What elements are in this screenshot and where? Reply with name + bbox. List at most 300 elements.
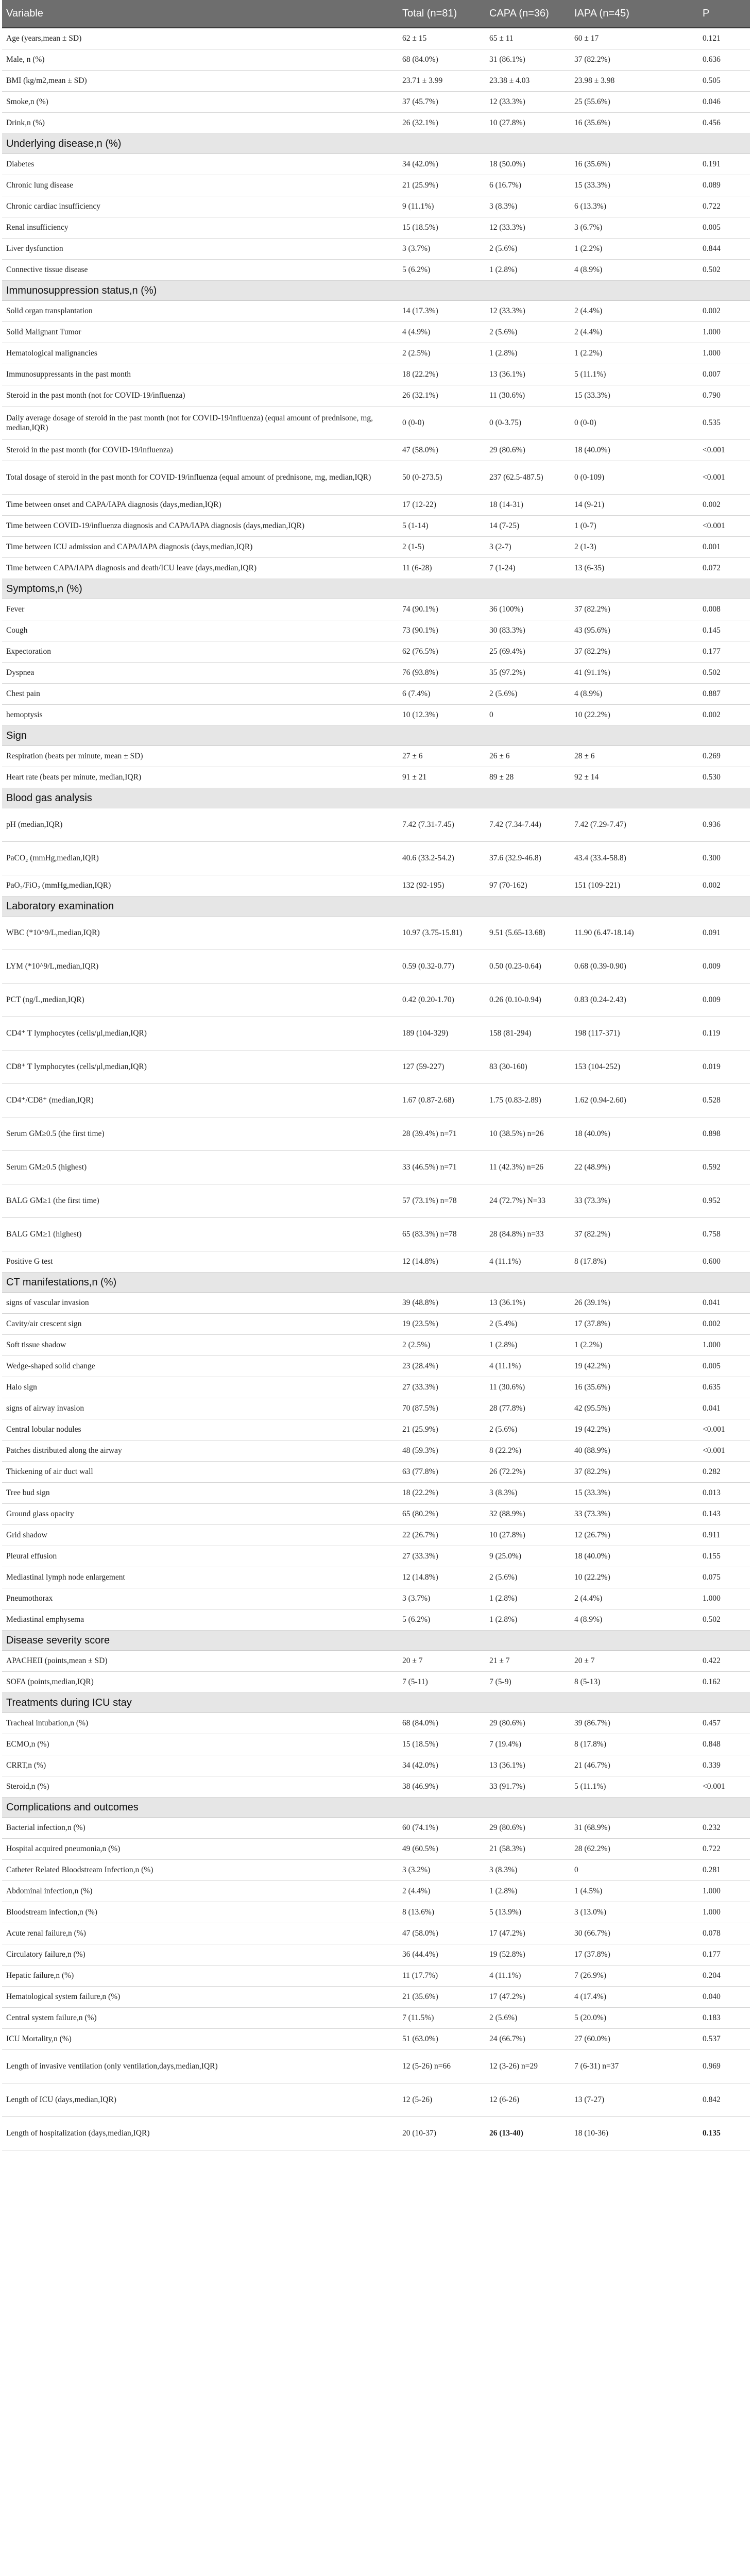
iapa-cell: 12 (26.7%) xyxy=(574,1531,610,1540)
iapa-cell: 37 (82.2%) xyxy=(574,647,610,656)
p-value-cell: 0.119 xyxy=(703,1029,721,1038)
iapa-cell: 19 (42.2%) xyxy=(574,1425,610,1434)
capa-cell: 24 (72.7%) N=33 xyxy=(489,1196,546,1206)
total-cell: 63 (77.8%) xyxy=(402,1467,438,1477)
table-row xyxy=(2,950,750,984)
total-cell: 12 (5-26) xyxy=(402,2095,433,2105)
section-label: Underlying disease,n (%) xyxy=(6,138,122,149)
section-label: Laboratory examination xyxy=(6,900,114,912)
p-value-cell: 0.009 xyxy=(703,995,721,1005)
variable-cell: pH (median,IQR) xyxy=(6,820,63,829)
variable-cell: Ground glass opacity xyxy=(6,1510,74,1519)
header-total: Total (n=81) xyxy=(402,7,457,19)
variable-cell: ECMO,n (%) xyxy=(6,1740,49,1749)
table-row xyxy=(2,260,750,281)
variable-cell: Steroid,n (%) xyxy=(6,1782,49,1791)
table-row xyxy=(2,842,750,875)
capa-cell: 11 (30.6%) xyxy=(489,1383,525,1392)
variable-cell: Central system failure,n (%) xyxy=(6,2013,97,2023)
p-value-cell: 0.162 xyxy=(703,1677,721,1687)
table-row xyxy=(2,113,750,134)
p-value-cell: 0.072 xyxy=(703,564,721,573)
variable-cell: Fever xyxy=(6,605,25,614)
iapa-cell: 4 (8.9%) xyxy=(574,265,603,275)
total-cell: 36 (44.4%) xyxy=(402,1950,438,1959)
table-row xyxy=(2,808,750,842)
p-value-cell: 0.339 xyxy=(703,1761,721,1770)
table-row xyxy=(2,1839,750,1860)
total-cell: 70 (87.5%) xyxy=(402,1404,438,1413)
p-value-cell: 0.722 xyxy=(703,1844,721,1854)
variable-cell: PCT (ng/L,median,IQR) xyxy=(6,995,84,1005)
variable-cell: SOFA (points,median,IQR) xyxy=(6,1677,94,1687)
variable-cell: Pneumothorax xyxy=(6,1594,53,1603)
iapa-cell: 37 (82.2%) xyxy=(574,605,610,614)
total-cell: 2 (1-5) xyxy=(402,543,424,552)
p-value-cell: 0.790 xyxy=(703,391,721,400)
capa-cell: 10 (27.8%) xyxy=(489,1531,525,1540)
table-row xyxy=(2,537,750,558)
section-header xyxy=(2,788,750,808)
capa-cell: 3 (8.3%) xyxy=(489,1488,518,1498)
iapa-cell: 2 (4.4%) xyxy=(574,307,603,316)
table-row xyxy=(2,28,750,49)
capa-cell: 7 (19.4%) xyxy=(489,1740,521,1749)
table-row xyxy=(2,1335,750,1356)
variable-cell: Expectoration xyxy=(6,647,51,656)
iapa-cell: 14 (9-21) xyxy=(574,500,605,510)
capa-cell: 6 (16.7%) xyxy=(489,181,521,190)
table-row xyxy=(2,1881,750,1902)
table-row xyxy=(2,1117,750,1151)
capa-cell: 2 (5.6%) xyxy=(489,328,518,337)
p-value-cell: 0.898 xyxy=(703,1129,721,1139)
p-value-cell: 0.155 xyxy=(703,1552,721,1561)
table-row xyxy=(2,1588,750,1609)
iapa-cell: 16 (35.6%) xyxy=(574,160,610,169)
capa-cell: 13 (36.1%) xyxy=(489,1761,525,1770)
capa-cell: 158 (81-294) xyxy=(489,1029,532,1038)
capa-cell: 3 (2-7) xyxy=(489,543,511,552)
total-cell: 26 (32.1%) xyxy=(402,391,438,400)
total-cell: 2 (2.5%) xyxy=(402,349,431,358)
total-cell: 1.67 (0.87-2.68) xyxy=(402,1096,454,1105)
variable-cell: signs of vascular invasion xyxy=(6,1298,89,1308)
iapa-cell: 37 (82.2%) xyxy=(574,55,610,64)
p-value-cell: 1.000 xyxy=(703,1341,721,1350)
iapa-cell: 17 (37.8%) xyxy=(574,1319,610,1329)
p-value-cell: 0.505 xyxy=(703,76,721,86)
total-cell: 5 (6.2%) xyxy=(402,265,431,275)
p-value-cell: 0.969 xyxy=(703,2062,721,2071)
section-header xyxy=(2,1631,750,1651)
variable-cell: Drink,n (%) xyxy=(6,118,45,128)
variable-cell: Solid organ transplantation xyxy=(6,307,93,316)
variable-cell: Liver dysfunction xyxy=(6,244,63,253)
capa-cell: 18 (50.0%) xyxy=(489,160,525,169)
p-value-cell: <0.001 xyxy=(703,1425,725,1434)
p-value-cell: 0.135 xyxy=(703,2129,721,2138)
table-row xyxy=(2,1944,750,1965)
table-row xyxy=(2,1923,750,1944)
p-value-cell: 0.001 xyxy=(703,543,721,552)
total-cell: 65 (83.3%) n=78 xyxy=(402,1230,457,1239)
total-cell: 5 (1-14) xyxy=(402,521,429,531)
capa-cell: 2 (5.6%) xyxy=(489,1425,518,1434)
iapa-cell: 10 (22.2%) xyxy=(574,710,610,720)
table-row xyxy=(2,440,750,461)
table-row xyxy=(2,599,750,620)
table-row xyxy=(2,1151,750,1184)
iapa-cell: 0 xyxy=(574,1866,578,1875)
p-value-cell: <0.001 xyxy=(703,446,725,455)
capa-cell: 9.51 (5.65-13.68) xyxy=(489,928,545,938)
p-value-cell: <0.001 xyxy=(703,521,725,531)
variable-cell: Halo sign xyxy=(6,1383,37,1392)
p-value-cell: 0.005 xyxy=(703,1362,721,1371)
variable-cell: Smoke,n (%) xyxy=(6,97,48,107)
capa-cell: 33 (91.7%) xyxy=(489,1782,525,1791)
table-row xyxy=(2,196,750,217)
p-value-cell: 0.013 xyxy=(703,1488,721,1498)
variable-cell: Hematological malignancies xyxy=(6,349,97,358)
variable-cell: CRRT,n (%) xyxy=(6,1761,46,1770)
p-value-cell: 0.121 xyxy=(703,34,721,43)
p-value-cell: 0.002 xyxy=(703,500,721,510)
variable-cell: Length of ICU (days,median,IQR) xyxy=(6,2095,116,2105)
table-row xyxy=(2,1546,750,1567)
total-cell: 23.71 ± 3.99 xyxy=(402,76,443,86)
capa-cell: 18 (14-31) xyxy=(489,500,523,510)
table-row xyxy=(2,705,750,726)
total-cell: 26 (32.1%) xyxy=(402,118,438,128)
iapa-cell: 198 (117-371) xyxy=(574,1029,620,1038)
variable-cell: Chronic cardiac insufficiency xyxy=(6,202,101,211)
iapa-cell: 0 (0-0) xyxy=(574,418,596,428)
table-row xyxy=(2,385,750,406)
p-value-cell: 0.844 xyxy=(703,244,721,253)
capa-cell: 17 (47.2%) xyxy=(489,1992,525,2002)
total-cell: 51 (63.0%) xyxy=(402,2035,438,2044)
variable-cell: PaO₂/FiO₂ (mmHg,median,IQR) xyxy=(6,881,111,890)
table-row xyxy=(2,746,750,767)
iapa-cell: 5 (20.0%) xyxy=(574,2013,606,2023)
p-value-cell: 0.143 xyxy=(703,1510,721,1519)
capa-cell: 29 (80.6%) xyxy=(489,1719,525,1728)
p-value-cell: 0.177 xyxy=(703,647,721,656)
total-cell: 3 (3.7%) xyxy=(402,244,431,253)
iapa-cell: 1 (4.5%) xyxy=(574,1887,603,1896)
p-value-cell: 0.530 xyxy=(703,773,721,782)
iapa-cell: 153 (104-252) xyxy=(574,1062,621,1072)
variable-cell: LYM (*10^9/L,median,IQR) xyxy=(6,962,99,971)
variable-cell: Age (years,mean ± SD) xyxy=(6,34,82,43)
iapa-cell: 28 ± 6 xyxy=(574,752,595,761)
section-header xyxy=(2,726,750,746)
variable-cell: BALG GM≥1 (the first time) xyxy=(6,1196,99,1206)
total-cell: 15 (18.5%) xyxy=(402,223,438,232)
variable-cell: Daily average dosage of steroid in the past month (not for COVID-19/influenza) (equal amount of prednisone, mg, median,IQR) xyxy=(6,413,373,432)
total-cell: 21 (35.6%) xyxy=(402,1992,438,2002)
total-cell: 28 (39.4%) n=71 xyxy=(402,1129,457,1139)
table-row xyxy=(2,461,750,495)
total-cell: 74 (90.1%) xyxy=(402,605,438,614)
table-row xyxy=(2,1017,750,1050)
p-value-cell: 0.952 xyxy=(703,1196,721,1206)
total-cell: 27 (33.3%) xyxy=(402,1552,438,1561)
total-cell: 4 (4.9%) xyxy=(402,328,431,337)
variable-cell: Cavity/air crescent sign xyxy=(6,1319,82,1329)
iapa-cell: 4 (17.4%) xyxy=(574,1992,606,2002)
capa-cell: 7.42 (7.34-7.44) xyxy=(489,820,541,829)
table-row xyxy=(2,2029,750,2050)
header-variable: Variable xyxy=(6,7,43,19)
total-cell: 62 (76.5%) xyxy=(402,647,438,656)
table-row xyxy=(2,2050,750,2083)
p-value-cell: 0.040 xyxy=(703,1992,721,2002)
table-row xyxy=(2,364,750,385)
iapa-cell: 10 (22.2%) xyxy=(574,1573,610,1582)
total-cell: 34 (42.0%) xyxy=(402,160,438,169)
capa-cell: 24 (66.7%) xyxy=(489,2035,525,2044)
iapa-cell: 17 (37.8%) xyxy=(574,1950,610,1959)
variable-cell: Chest pain xyxy=(6,689,40,699)
capa-cell: 35 (97.2%) xyxy=(489,668,525,677)
variable-cell: PaCO₂ (mmHg,median,IQR) xyxy=(6,854,99,863)
iapa-cell: 92 ± 14 xyxy=(574,773,599,782)
table-row xyxy=(2,1293,750,1314)
variable-cell: APACHEII (points,mean ± SD) xyxy=(6,1656,108,1666)
p-value-cell: 0.281 xyxy=(703,1866,721,1875)
section-label: Blood gas analysis xyxy=(6,792,92,804)
iapa-cell: 18 (40.0%) xyxy=(574,1552,610,1561)
section-label: Immunosuppression status,n (%) xyxy=(6,284,157,296)
variable-cell: BALG GM≥1 (highest) xyxy=(6,1230,82,1239)
total-cell: 10.97 (3.75-15.81) xyxy=(402,928,463,938)
iapa-cell: 18 (40.0%) xyxy=(574,446,610,455)
total-cell: 68 (84.0%) xyxy=(402,1719,438,1728)
p-value-cell: 0.722 xyxy=(703,202,721,211)
p-value-cell: 0.300 xyxy=(703,854,721,863)
total-cell: 40.6 (33.2-54.2) xyxy=(402,854,454,863)
variable-cell: CD4⁺/CD8⁺ (median,IQR) xyxy=(6,1096,94,1105)
capa-cell: 10 (27.8%) xyxy=(489,118,525,128)
total-cell: 12 (5-26) n=66 xyxy=(402,2062,451,2071)
p-value-cell: 0.269 xyxy=(703,752,721,761)
table-row xyxy=(2,641,750,663)
variable-cell: CD4⁺ T lymphocytes (cells/μl,median,IQR) xyxy=(6,1029,147,1038)
table-row xyxy=(2,1377,750,1398)
table-row xyxy=(2,875,750,896)
p-value-cell: 0.636 xyxy=(703,55,721,64)
table-row xyxy=(2,1713,750,1734)
p-value-cell: 0.537 xyxy=(703,2035,721,2044)
total-cell: 62 ± 15 xyxy=(402,34,427,43)
total-cell: 34 (42.0%) xyxy=(402,1761,438,1770)
iapa-cell: 11.90 (6.47-18.14) xyxy=(574,928,634,938)
capa-cell: 13 (36.1%) xyxy=(489,1298,525,1308)
capa-cell: 28 (77.8%) xyxy=(489,1404,525,1413)
total-cell: 23 (28.4%) xyxy=(402,1362,438,1371)
capa-cell: 21 (58.3%) xyxy=(489,1844,525,1854)
table-row xyxy=(2,1776,750,1798)
total-cell: 20 (10-37) xyxy=(402,2129,436,2138)
variable-cell: Heart rate (beats per minute, median,IQR) xyxy=(6,773,142,782)
variable-cell: ICU Mortality,n (%) xyxy=(6,2035,72,2044)
total-cell: 27 ± 6 xyxy=(402,752,423,761)
capa-cell: 2 (5.6%) xyxy=(489,244,518,253)
section-header xyxy=(2,896,750,917)
total-cell: 7.42 (7.31-7.45) xyxy=(402,820,454,829)
capa-cell: 4 (11.1%) xyxy=(489,1362,521,1371)
total-cell: 18 (22.2%) xyxy=(402,1488,438,1498)
variable-cell: Hematological system failure,n (%) xyxy=(6,1992,121,2002)
p-value-cell: 0.635 xyxy=(703,1383,721,1392)
variable-cell: Soft tissue shadow xyxy=(6,1341,66,1350)
total-cell: 47 (58.0%) xyxy=(402,1929,438,1938)
p-value-cell: 0.145 xyxy=(703,626,721,635)
variable-cell: Grid shadow xyxy=(6,1531,47,1540)
iapa-cell: 19 (42.2%) xyxy=(574,1362,610,1371)
capa-cell: 89 ± 28 xyxy=(489,773,514,782)
total-cell: 65 (80.2%) xyxy=(402,1510,438,1519)
table-row xyxy=(2,2083,750,2117)
p-value-cell: 0.177 xyxy=(703,1950,721,1959)
total-cell: 8 (13.6%) xyxy=(402,1908,434,1917)
total-cell: 15 (18.5%) xyxy=(402,1740,438,1749)
iapa-cell: 2 (1-3) xyxy=(574,543,596,552)
table-row xyxy=(2,322,750,343)
capa-cell: 4 (11.1%) xyxy=(489,1257,521,1266)
iapa-cell: 42 (95.5%) xyxy=(574,1404,610,1413)
variable-cell: Time between ICU admission and CAPA/IAPA diagnosis (days,median,IQR) xyxy=(6,543,253,552)
p-value-cell: 0.600 xyxy=(703,1257,721,1266)
total-cell: 0 (0-0) xyxy=(402,418,424,428)
table-row xyxy=(2,1902,750,1923)
variable-cell: Tree bud sign xyxy=(6,1488,50,1498)
variable-cell: Length of hospitalization (days,median,IQR) xyxy=(6,2129,150,2138)
iapa-cell: 43 (95.6%) xyxy=(574,626,610,635)
iapa-cell: 151 (109-221) xyxy=(574,881,621,890)
table-row xyxy=(2,1398,750,1419)
table-row xyxy=(2,239,750,260)
total-cell: 22 (26.7%) xyxy=(402,1531,438,1540)
table-row xyxy=(2,1965,750,1987)
p-value-cell: 0.191 xyxy=(703,160,721,169)
iapa-cell: 22 (48.9%) xyxy=(574,1163,610,1172)
header-p: P xyxy=(703,7,710,19)
capa-cell: 4 (11.1%) xyxy=(489,1971,521,1980)
variable-cell: Chronic lung disease xyxy=(6,181,74,190)
variable-cell: Positive G test xyxy=(6,1257,53,1266)
variable-cell: Central lobular nodules xyxy=(6,1425,81,1434)
p-value-cell: 0.502 xyxy=(703,1615,721,1624)
total-cell: 14 (17.3%) xyxy=(402,307,438,316)
p-value-cell: 0.091 xyxy=(703,928,721,938)
variable-cell: Catheter Related Bloodstream Infection,n (%) xyxy=(6,1866,153,1875)
capa-cell: 1 (2.8%) xyxy=(489,1594,518,1603)
variable-cell: Circulatory failure,n (%) xyxy=(6,1950,86,1959)
capa-cell: 2 (5.6%) xyxy=(489,689,518,699)
capa-cell: 25 (69.4%) xyxy=(489,647,525,656)
variable-cell: Respiration (beats per minute, mean ± SD) xyxy=(6,752,143,761)
iapa-cell: 60 ± 17 xyxy=(574,34,599,43)
p-value-cell: 0.009 xyxy=(703,962,721,971)
table-row xyxy=(2,495,750,516)
p-value-cell: <0.001 xyxy=(703,473,725,482)
p-value-cell: 0.041 xyxy=(703,1298,721,1308)
p-value-cell: 1.000 xyxy=(703,328,721,337)
total-cell: 2 (2.5%) xyxy=(402,1341,431,1350)
table-row xyxy=(2,1218,750,1251)
table-row xyxy=(2,175,750,196)
table xyxy=(2,0,750,2150)
section-label: Disease severity score xyxy=(6,1634,110,1646)
total-cell: 21 (25.9%) xyxy=(402,181,438,190)
table-row xyxy=(2,1818,750,1839)
p-value-cell: 0.008 xyxy=(703,605,721,614)
table-row xyxy=(2,1860,750,1881)
capa-cell: 1 (2.8%) xyxy=(489,349,518,358)
variable-cell: CD8⁺ T lymphocytes (cells/μl,median,IQR) xyxy=(6,1062,147,1072)
variable-cell: BMI (kg/m2,mean ± SD) xyxy=(6,76,87,86)
total-cell: 76 (93.8%) xyxy=(402,668,438,677)
table-row xyxy=(2,1672,750,1693)
section-header xyxy=(2,1693,750,1713)
table-row xyxy=(2,917,750,950)
iapa-cell: 5 (11.1%) xyxy=(574,1782,606,1791)
total-cell: 3 (3.7%) xyxy=(402,1594,431,1603)
p-value-cell: 1.000 xyxy=(703,1887,721,1896)
variable-cell: Pleural effusion xyxy=(6,1552,57,1561)
capa-cell: 32 (88.9%) xyxy=(489,1510,525,1519)
p-value-cell: 0.422 xyxy=(703,1656,721,1666)
total-cell: 6 (7.4%) xyxy=(402,689,431,699)
total-cell: 0.42 (0.20-1.70) xyxy=(402,995,454,1005)
iapa-cell: 31 (68.9%) xyxy=(574,1823,610,1833)
variable-cell: Length of invasive ventilation (only ventilation,days,median,IQR) xyxy=(6,2062,218,2071)
iapa-cell: 4 (8.9%) xyxy=(574,1615,603,1624)
capa-cell: 12 (33.3%) xyxy=(489,97,525,107)
variable-cell: Solid Malignant Tumor xyxy=(6,328,81,337)
total-cell: 91 ± 21 xyxy=(402,773,427,782)
total-cell: 20 ± 7 xyxy=(402,1656,423,1666)
variable-cell: Time between onset and CAPA/IAPA diagnosis (days,median,IQR) xyxy=(6,500,221,510)
total-cell: 11 (17.7%) xyxy=(402,1971,438,1980)
total-cell: 9 (11.1%) xyxy=(402,202,434,211)
total-cell: 37 (45.7%) xyxy=(402,97,438,107)
p-value-cell: 0.002 xyxy=(703,1319,721,1329)
table-row xyxy=(2,1755,750,1776)
table-row xyxy=(2,49,750,71)
iapa-cell: 1 (2.2%) xyxy=(574,1341,603,1350)
total-cell: 38 (46.9%) xyxy=(402,1782,438,1791)
table-row xyxy=(2,1084,750,1117)
capa-cell: 12 (6-26) xyxy=(489,2095,520,2105)
iapa-cell: 23.98 ± 3.98 xyxy=(574,76,615,86)
capa-cell: 12 (33.3%) xyxy=(489,307,525,316)
capa-cell: 8 (22.2%) xyxy=(489,1446,521,1455)
total-cell: 57 (73.1%) n=78 xyxy=(402,1196,457,1206)
p-value-cell: 0.007 xyxy=(703,370,721,379)
capa-cell: 19 (52.8%) xyxy=(489,1950,525,1959)
total-cell: 33 (46.5%) n=71 xyxy=(402,1163,457,1172)
total-cell: 60 (74.1%) xyxy=(402,1823,438,1833)
iapa-cell: 7 (26.9%) xyxy=(574,1971,606,1980)
table-row xyxy=(2,1050,750,1084)
iapa-cell: 4 (8.9%) xyxy=(574,689,603,699)
variable-cell: Dyspnea xyxy=(6,668,35,677)
